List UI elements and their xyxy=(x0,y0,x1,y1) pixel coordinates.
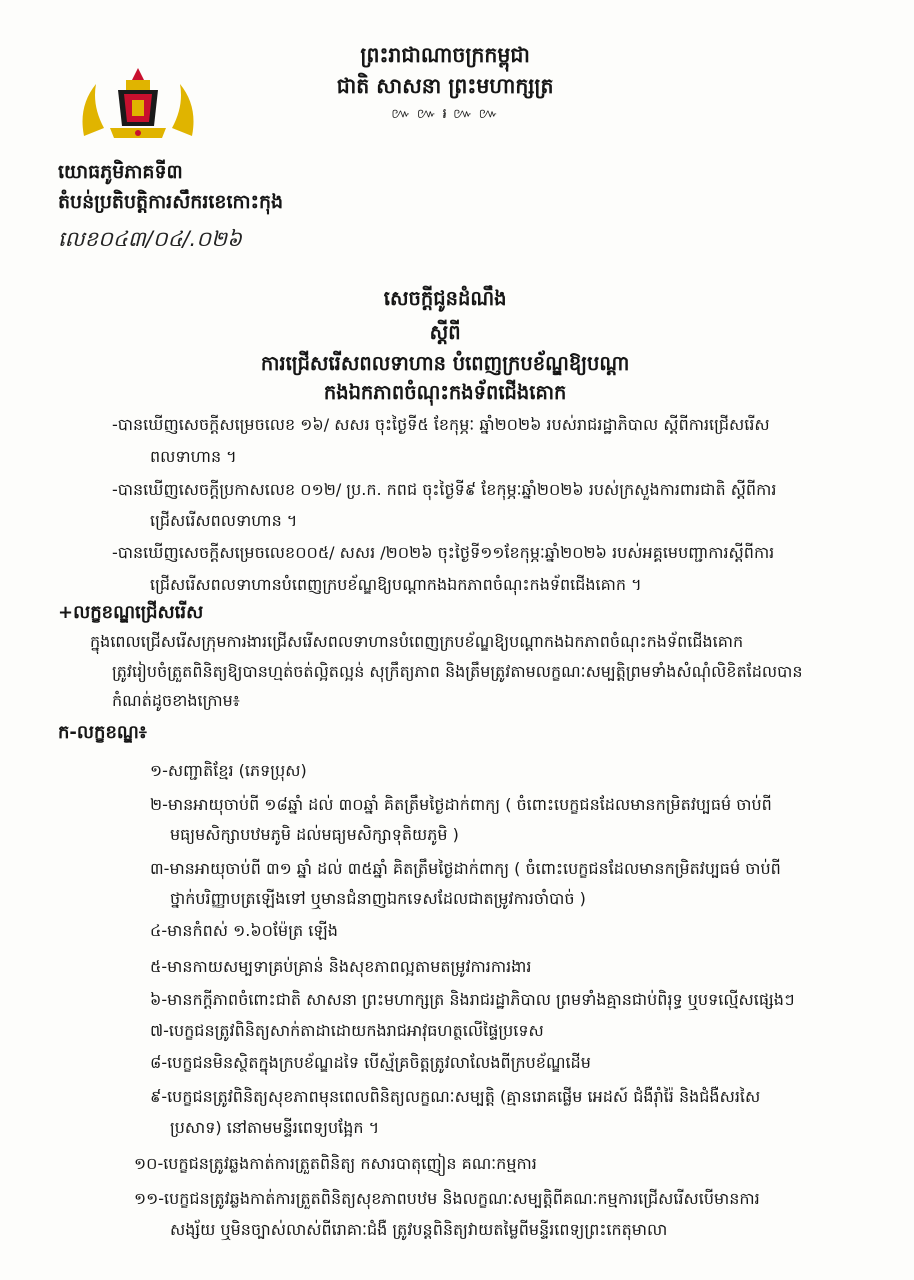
criterion-10: ១០-បេក្ខជនត្រូវឆ្លងកាត់ការត្រួតពិនិត្យ កសារបាតុញៀន គណៈកម្មការ xyxy=(134,1154,537,1173)
criterion-5: ៥-មានកាយសម្បទាគ្រប់គ្រាន់ និងសុខភាពល្អតាមតម្រូវការការងារ xyxy=(150,957,532,976)
reference-1-line2: ពលទាហាន ។ xyxy=(150,447,237,466)
issuing-region: តំបន់ប្រតិបត្តិការសឹករខេកោះកុង xyxy=(58,191,284,213)
reference-1-line1: -បានឃើញសេចក្តីសម្រេចលេខ ១៦/ សសរ ចុះថ្ងៃទី៥ ខែកុម្ភៈ ឆ្នាំ២០២៦ របស់រាជរដ្ឋាភិបាល ស្តីពីការជ្រើសរើស xyxy=(112,415,770,434)
national-motto: ជាតិ សាសនា ព្រះមហាក្សត្រ xyxy=(336,74,554,98)
criterion-11: ១១-បេក្ខជនត្រូវឆ្លងកាត់ការត្រួតពិនិត្យសុខភាពបឋម និងលក្ខណៈសម្បត្តិពីគណៈកម្មការជ្រើសរើសបើមានការ xyxy=(134,1189,760,1208)
title-subject-cont: កងឯកភាពចំណុះកងទ័ពជើងគោក xyxy=(323,380,567,404)
criterion-3-cont: ថ្នាក់បរិញ្ញាបត្រឡើងទៅ ឬមានជំនាញឯកទេសដែលជាតម្រូវការចាំបាច់ ) xyxy=(170,889,586,908)
criterion-7: ៧-បេក្ខជនត្រូវពិនិត្យសាក់តាដាដោយកងរាជអាវុធហត្ថលើផ្ទៃប្រទេស xyxy=(150,1021,544,1040)
criterion-2-cont: មធ្យមសិក្សាបឋមភូមិ ដល់មធ្យមសិក្សាទុតិយភូមិ ) xyxy=(170,825,459,844)
criterion-4: ៤-មានកំពស់ ១.៦០ម៉ែត្រ ឡើង xyxy=(150,921,338,940)
criterion-1: ១-សញ្ជាតិខ្មែរ (ភេទប្រុស) xyxy=(150,761,307,780)
kingdom-heading: ព្រះរាជាណាចក្រកម្ពុជា xyxy=(360,43,530,67)
section-paragraph-line2: ត្រូវរៀបចំត្រួតពិនិត្យឱ្យបានហ្មត់ចត់ល្អិតល្អន់ សុក្រឹត្យភាព និងត្រឹមត្រូវតាមលក្ខណៈសម្បត្តិព្រមទាំងសំណុំលិខិតដែលបាន xyxy=(112,662,803,681)
title-subject: ការជ្រើសរើសពលទាហាន បំពេញក្របខ័ណ្ឌឱ្យបណ្តា xyxy=(260,351,630,375)
criterion-3: ៣-មានអាយុចាប់ពី ៣១ ឆ្នាំ ដល់ ៣៥ឆ្នាំ គិតត្រឹមថ្ងៃដាក់ពាក្យ ( ចំពោះបេក្ខជនដែលមានកម្រិតវប្បធម៌ ចាប់ពី xyxy=(150,859,781,878)
criterion-9: ៩-បេក្ខជនត្រូវពិនិត្យសុខភាពមុនពេលពិនិត្យលក្ខណៈសម្បត្តិ (គ្មានរោគផ្លើម អេដស៍ ជំងឺរ៉ាំរ៉ៃ និងជំងឺសរសៃ xyxy=(150,1087,761,1106)
title-about: ស្តីពី xyxy=(429,320,461,344)
criterion-8: ៨-បេក្ខជនមិនស្ថិតក្នុងក្របខ័ណ្ឌដទៃ បើស្ម័គ្រចិត្តត្រូវលាលែងពីក្របខ័ណ្ឌដើម xyxy=(150,1053,591,1072)
reference-2-line2: ជ្រើសរើសពលទាហាន ។ xyxy=(150,511,298,530)
reference-3-line1: -បានឃើញសេចក្តីសម្រេចលេខ០០៥/ សសរ /២០២៦ ចុះថ្ងៃទី១១ខែកុម្ភៈឆ្នាំ២០២៦ របស់អគ្គមេបញ្ជាការស្តីពីការ xyxy=(112,543,775,562)
section-paragraph-line3: កំណត់ដូចខាងក្រោម៖ xyxy=(112,691,240,710)
criterion-9-cont: ប្រសាទ) នៅតាមមន្ទីរពេទ្យបង្អែក ។ xyxy=(170,1118,380,1137)
section-paragraph-line1: ក្នុងពេលជ្រើសរើសក្រុមការងារជ្រើសរើសពលទាហានបំពេញក្របខ័ណ្ឌឱ្យបណ្តាកងឯកភាពចំណុះកងទ័ពជើងគោក xyxy=(90,632,744,651)
reference-3-line2: ជ្រើសរើសពលទាហានបំពេញក្របខ័ណ្ឌឱ្យបណ្តាកងឯកភាពចំណុះកងទ័ពជើងគោក ។ xyxy=(150,575,642,594)
reference-number: លេខ០៤៣/០៤/.០២៦ xyxy=(58,227,242,251)
issuing-unit: យោធភូមិភាគទី៣ xyxy=(58,161,183,183)
criteria-heading: ក-លក្ខខណ្ឌ៖ xyxy=(58,722,147,743)
military-emblem-icon xyxy=(74,66,202,144)
criterion-2: ២-មានអាយុចាប់ពី ១៨ឆ្នាំ ដល់ ៣០ឆ្នាំ គិតត្រឹមថ្ងៃដាក់ពាក្យ ( ចំពោះបេក្ខជនដែលមានកម្រិតវប្បធម៌ ចាប់ពី xyxy=(150,795,772,814)
reference-2-line1: -បានឃើញសេចក្តីប្រកាសលេខ ០១២/ ប្រ.ក. កពជ ចុះថ្ងៃទី៩ ខែកុម្ភៈឆ្នាំ២០២៦ របស់ក្រសួងការពារជាតិ ស្តីពីការ xyxy=(112,480,777,499)
ornament-divider: ៚ ៚ ៛ ៚ ៚ xyxy=(391,106,499,122)
document-title: សេចក្តីជូនដំណឹង xyxy=(383,286,507,310)
criterion-11-cont: សង្ស័យ ឬមិនច្បាស់លាស់ពីរោគាៈជំងឺ ត្រូវបន្តពិនិត្យវាយតម្លៃពីមន្ទីរពេទ្យព្រះកេតុមាលា xyxy=(170,1220,668,1239)
section-heading: +លក្ខខណ្ឌជ្រើសរើស xyxy=(58,602,204,623)
criterion-6: ៦-មានកក្តីភាពចំពោះជាតិ សាសនា ព្រះមហាក្សត្រ និងរាជរដ្ឋាភិបាល ព្រមទាំងគ្មានជាប់ពិរុទ្ធ ឬបទល្មើសផ្សេងៗ xyxy=(150,990,795,1009)
